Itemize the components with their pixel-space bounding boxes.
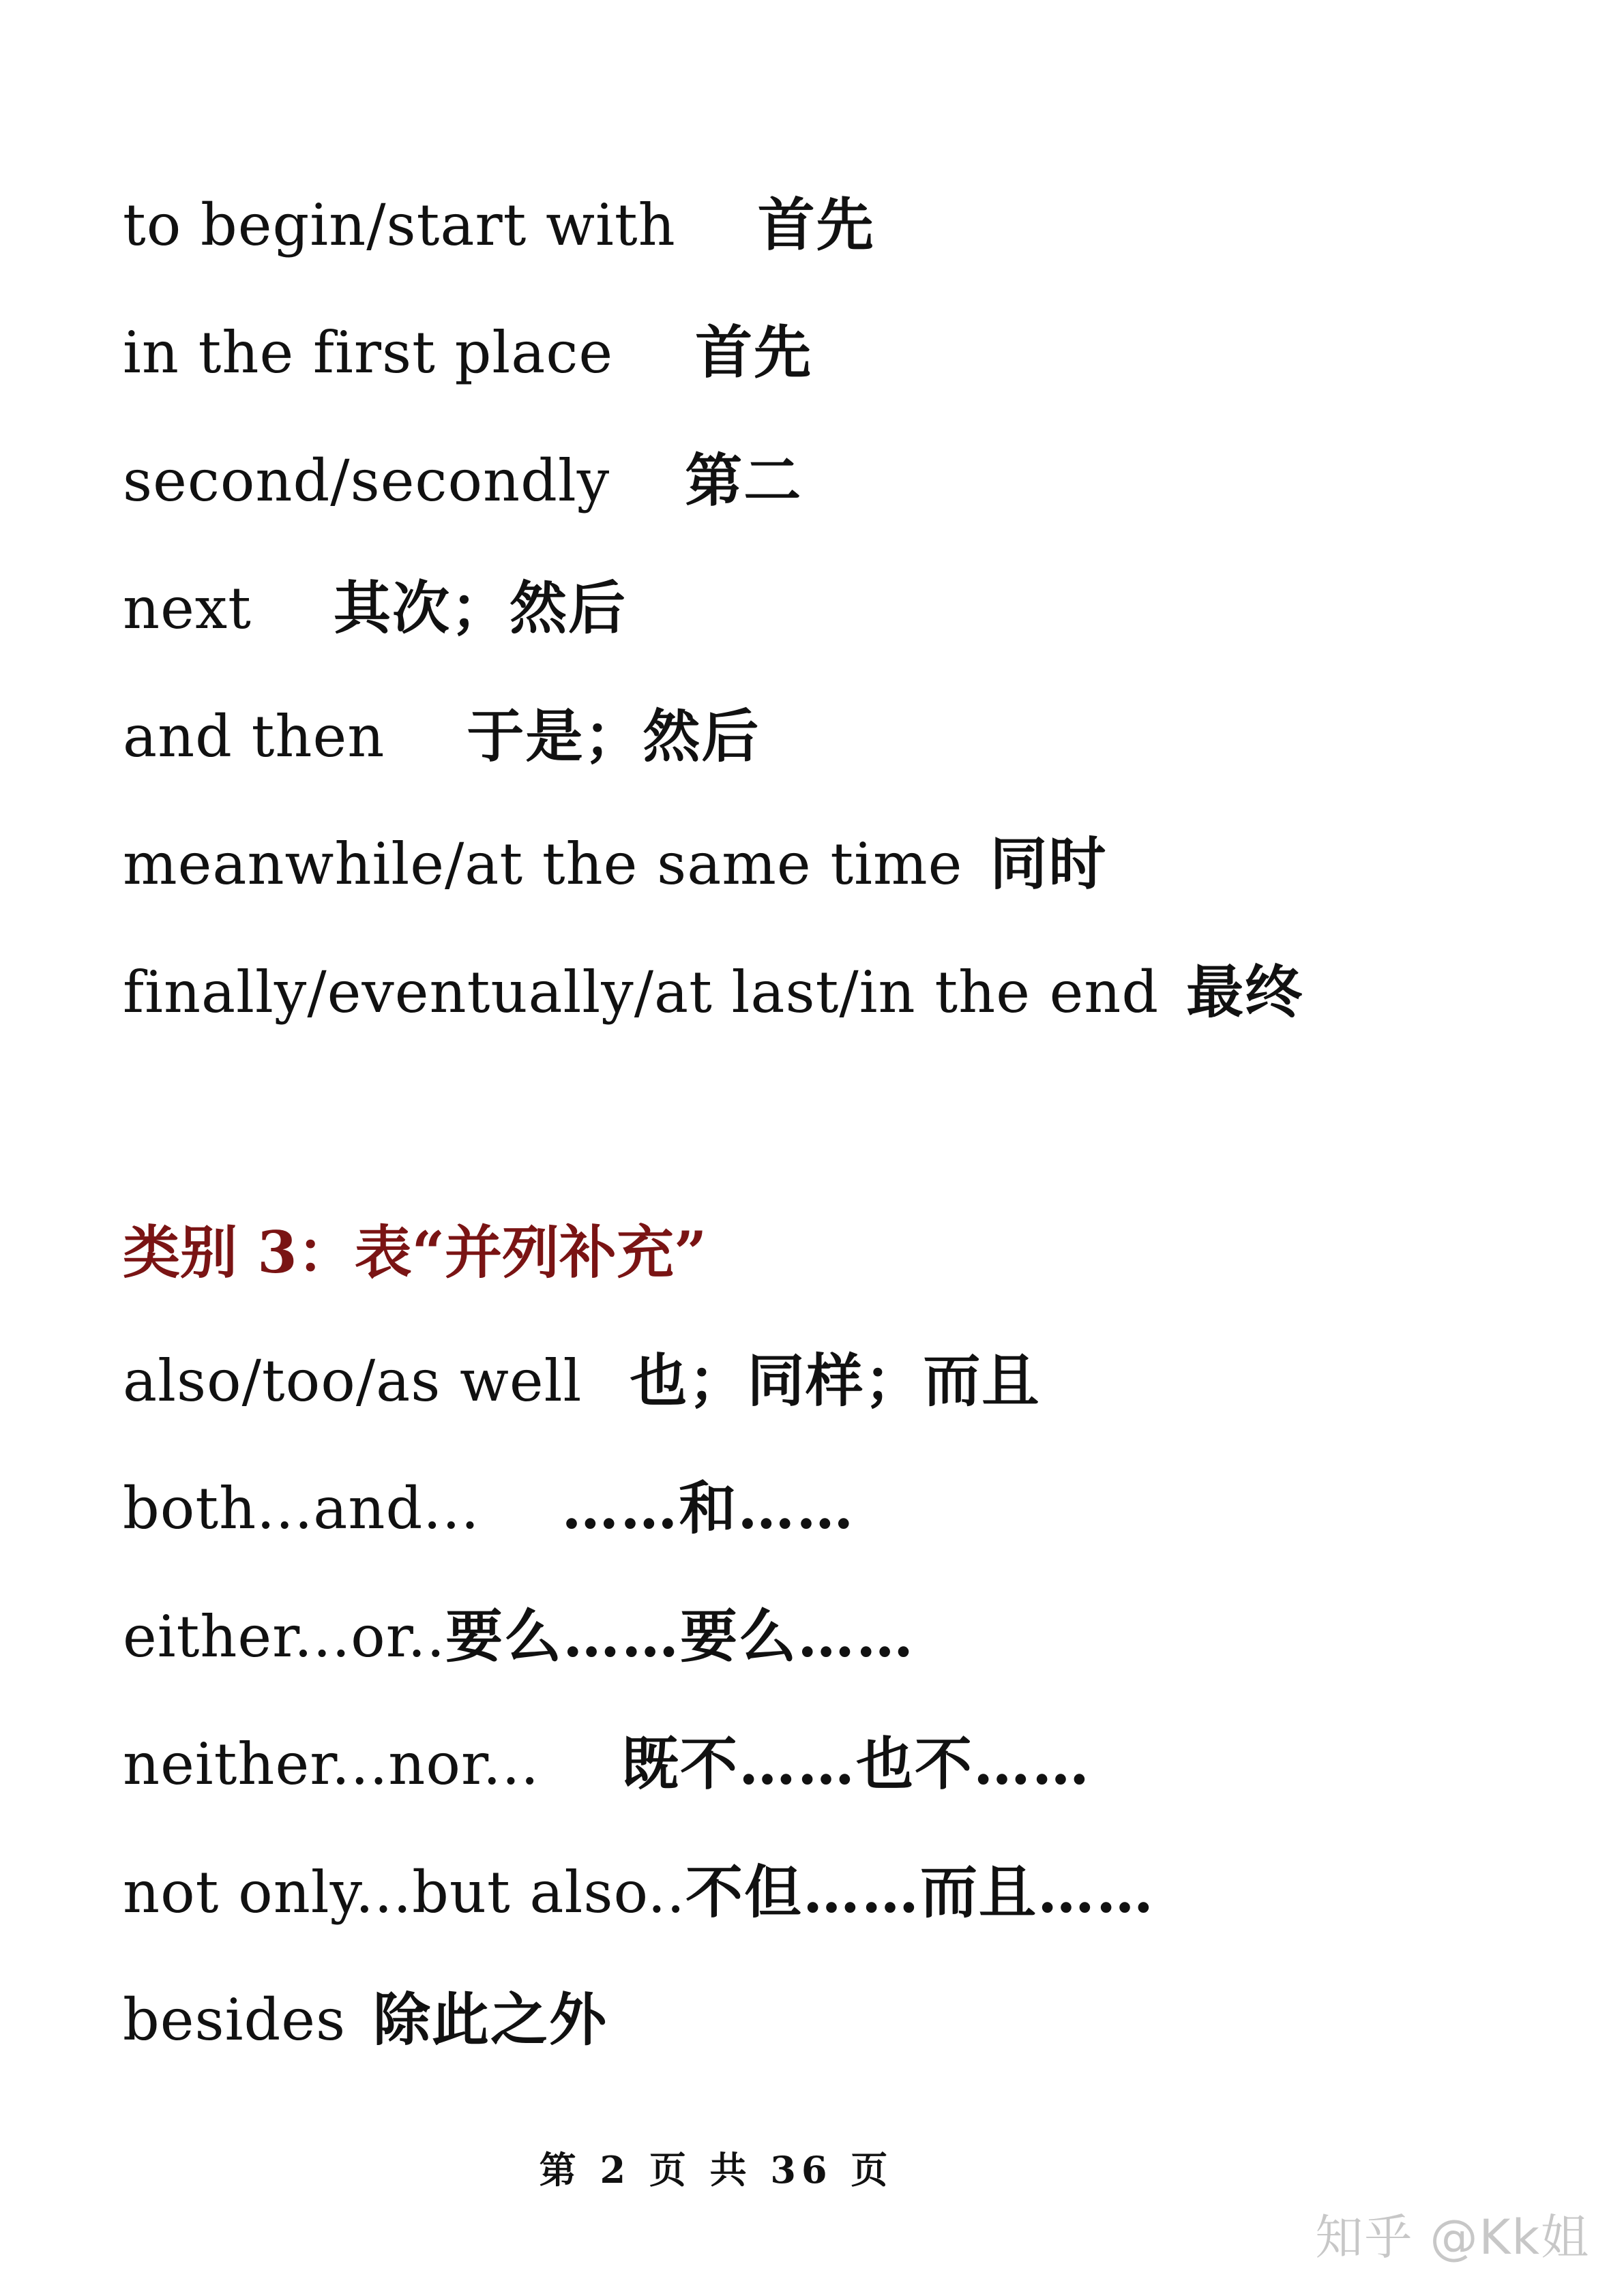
phrase-chinese: 同时 <box>990 830 1108 897</box>
phrase-line <box>123 443 802 518</box>
phrase-chinese: 除此之外 <box>373 1986 608 2053</box>
phrase-english: either...or.. <box>123 1603 446 1670</box>
phrase-line <box>123 571 627 646</box>
phrase-english: not only...but also.. <box>123 1859 685 1926</box>
page-number-footer: 第 2 页 共 36 页 <box>539 2148 894 2192</box>
phrase-english: in the first place <box>123 319 614 386</box>
phrase-english: next <box>123 575 252 642</box>
phrase-chinese: 要么……要么…… <box>445 1602 915 1670</box>
section-heading: 类别 3：表“并列补充” <box>123 1219 707 1286</box>
phrase-chinese: 既不……也不…… <box>621 1730 1091 1798</box>
phrase-line <box>123 315 812 390</box>
phrase-chinese: 于是；然后 <box>467 702 761 770</box>
zhihu-watermark: 知乎 @Kk姐 <box>1315 2209 1590 2265</box>
phrase-english: to begin/start with <box>123 192 676 258</box>
phrase-english: and then <box>123 703 385 770</box>
phrase-chinese: ……和…… <box>561 1474 855 1542</box>
phrase-line <box>123 1855 1155 1930</box>
phrase-english: besides <box>123 1986 346 2053</box>
phrase-line <box>123 1599 915 1674</box>
phrase-english: both...and... <box>123 1475 480 1542</box>
phrase-english: meanwhile/at the same time <box>123 831 963 897</box>
phrase-line <box>123 188 875 263</box>
phrase-line <box>123 1982 608 2057</box>
phrase-line <box>123 826 1107 901</box>
phrase-line <box>123 955 1303 1030</box>
phrase-english: neither...nor... <box>123 1731 540 1798</box>
phrase-line <box>123 1471 855 1546</box>
phrase-chinese: 也；同样；而且 <box>630 1347 1041 1414</box>
phrase-line <box>123 1343 1040 1418</box>
phrase-english: also/too/as well <box>123 1347 582 1414</box>
phrase-chinese: 最终 <box>1186 958 1304 1026</box>
phrase-chinese: 首先 <box>757 191 875 258</box>
phrase-chinese: 第二 <box>685 447 803 514</box>
phrase-chinese: 首先 <box>695 318 813 386</box>
phrase-english: finally/eventually/at last/in the end <box>123 959 1160 1026</box>
phrase-chinese: 不但……而且…… <box>685 1858 1155 1926</box>
phrase-chinese: 其次；然后 <box>333 574 627 642</box>
phrase-line <box>123 699 760 774</box>
phrase-line <box>123 1727 1091 1802</box>
phrase-english: second/secondly <box>123 447 610 514</box>
